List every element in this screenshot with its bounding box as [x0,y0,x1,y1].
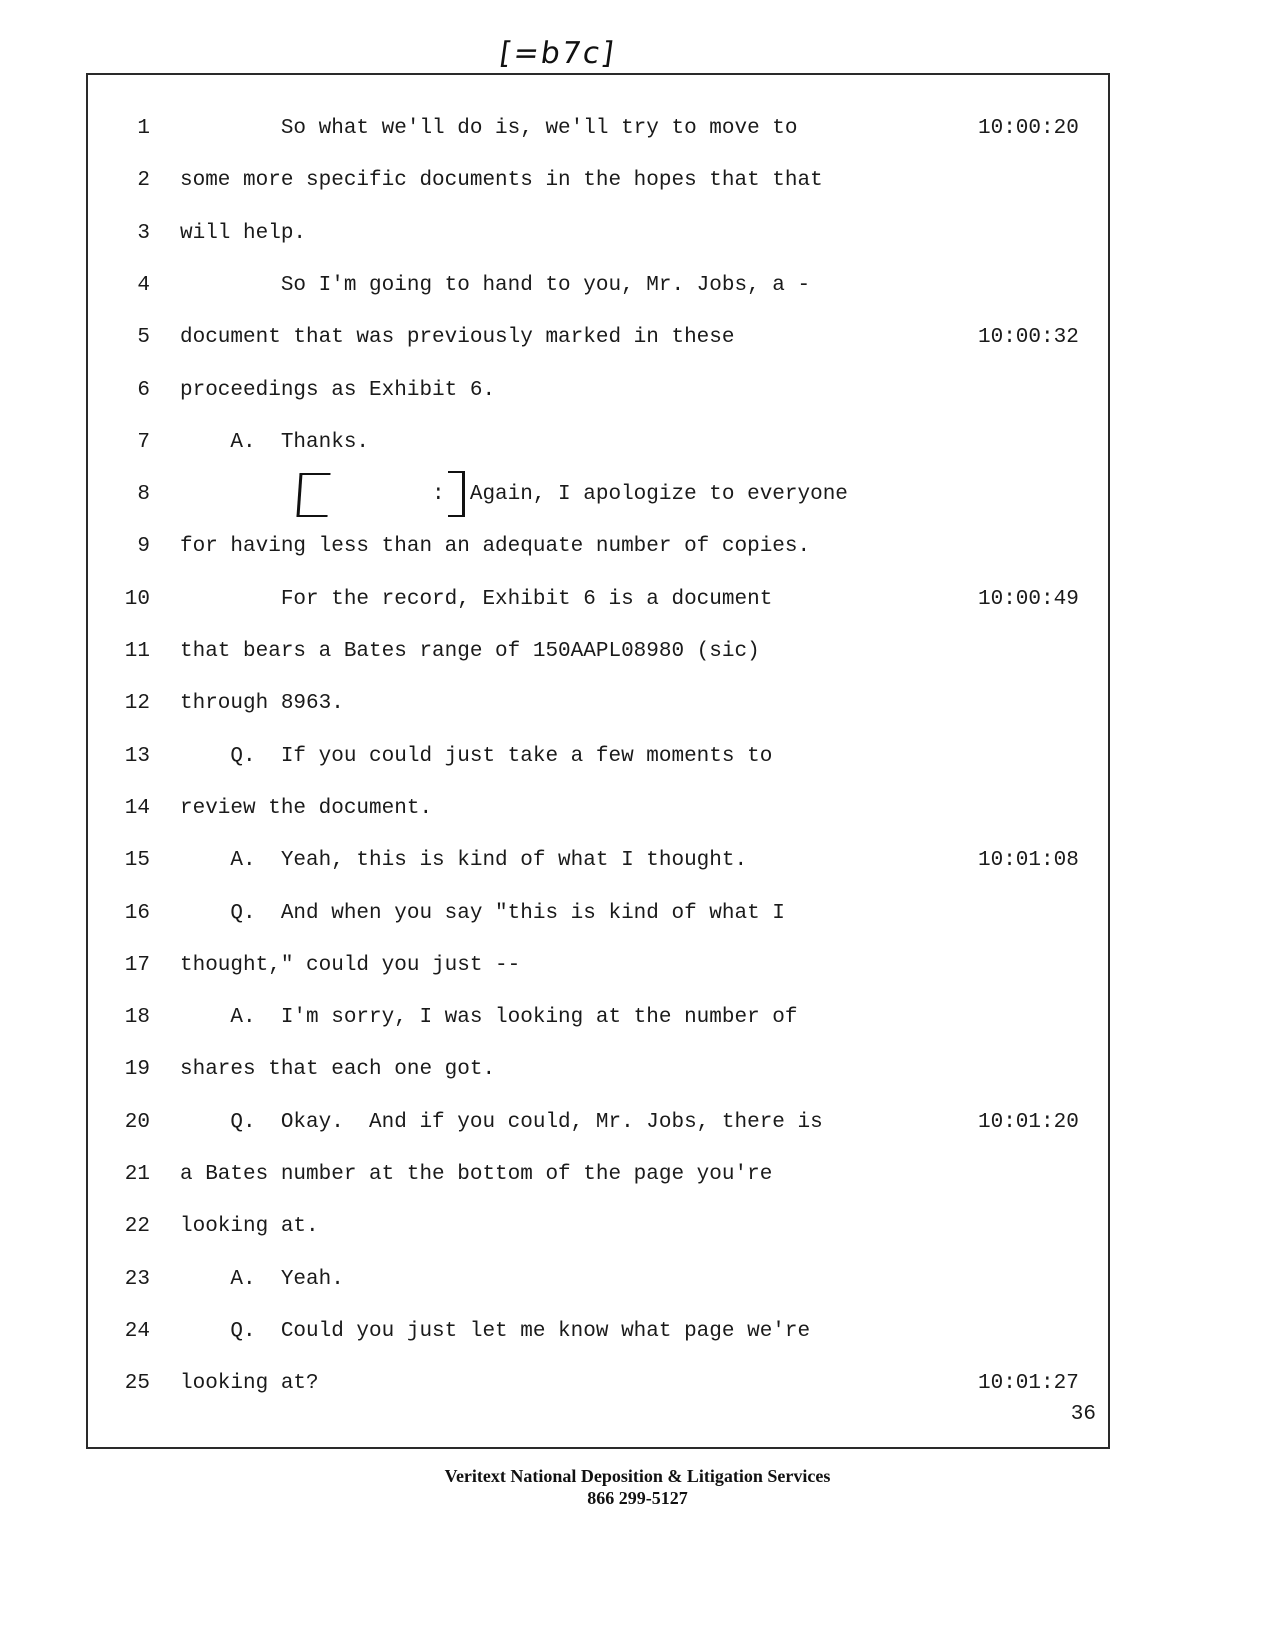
line-number: 7 [137,430,150,454]
transcript-line [88,632,1108,672]
line-number: 14 [124,796,150,820]
line-text: Q. If you could just take a few moments to [180,744,773,768]
line-text: A. Yeah, this is kind of what I thought. [180,849,748,873]
redaction-bracket-right [448,471,465,517]
page-number: 36 [1070,1403,1096,1426]
line-number: 16 [124,901,150,925]
line-timestamp: 10:01:08 [978,849,1079,873]
line-text: For the record, Exhibit 6 is a document [180,587,773,611]
line-timestamp: 10:00:20 [978,117,1079,140]
transcript-line [88,161,1108,201]
line-number: 24 [124,1319,150,1343]
line-text: a Bates number at the bottom of the page you're [180,1163,773,1186]
line-text: A. I'm sorry, I was looking at the number of [180,1006,798,1030]
transcript-line [88,1155,1108,1195]
line-text: through 8963. [180,692,344,716]
transcript-line [88,1364,1108,1404]
line-text: review the document. [180,796,433,820]
line-number: 22 [124,1215,150,1239]
line-text: Q. Could you just let me know what page we're [180,1319,811,1343]
line-text: A. Yeah. [180,1267,344,1291]
transcript-line [88,475,1108,515]
transcript-line [88,109,1108,149]
line-number: 20 [124,1110,150,1134]
transcript-line [88,737,1108,777]
line-number: 13 [124,744,150,768]
line-text: some more specific documents in the hopes that that [180,169,823,193]
line-text: document that was previously marked in these [180,326,735,350]
footer-phone: 866 299-5127 [587,1488,688,1508]
transcript-frame [86,73,1110,1449]
line-timestamp: 10:00:49 [978,587,1079,611]
transcript-line [88,894,1108,934]
line-text: So I'm going to hand to you, Mr. Jobs, a - [180,273,811,297]
line-number: 6 [137,378,150,402]
transcript-line [88,1103,1108,1143]
line-number: 8 [137,483,150,507]
line-text: : Again, I apologize to everyone [180,483,848,507]
transcript-line [88,841,1108,881]
line-number: 25 [124,1372,150,1396]
line-number: 2 [137,169,150,193]
line-text: proceedings as Exhibit 6. [180,378,496,402]
transcript-line [88,371,1108,411]
line-text: looking at? [180,1372,319,1396]
line-text: shares that each one got. [180,1058,496,1082]
transcript-line [88,423,1108,463]
line-text: Q. Okay. And if you could, Mr. Jobs, there is [180,1110,823,1134]
line-number: 3 [137,221,150,245]
transcript-line [88,1312,1108,1352]
line-text: that bears a Bates range of 150AAPL08980 (sic) [180,640,760,663]
line-number: 17 [124,953,150,977]
transcript-line [88,318,1108,358]
line-number: 21 [124,1163,150,1186]
transcript-line [88,266,1108,306]
line-text: thought," could you just -- [180,953,521,977]
line-text: for having less than an adequate number of copies. [180,535,811,559]
line-timestamp: 10:01:20 [978,1110,1079,1134]
transcript-line [88,1050,1108,1090]
line-number: 1 [137,117,150,140]
line-number: 9 [137,535,150,559]
transcript-line [88,946,1108,986]
transcript-line [88,998,1108,1038]
transcript-line [88,527,1108,567]
line-number: 19 [124,1058,150,1082]
line-number: 12 [124,692,150,716]
line-text: will help. [180,221,307,245]
transcript-line [88,580,1108,620]
line-timestamp: 10:00:32 [978,326,1079,350]
line-timestamp: 10:01:27 [978,1372,1079,1396]
line-number: 18 [124,1006,150,1030]
line-text: So what we'll do is, we'll try to move to [180,117,798,140]
line-text: Q. And when you say "this is kind of what I [180,901,785,925]
line-number: 23 [124,1267,150,1291]
transcript-line [88,684,1108,724]
line-number: 5 [137,326,150,350]
redaction-bracket-left [296,473,330,517]
page-handwritten-mark: [=b7c] [497,36,618,71]
line-number: 11 [124,640,150,663]
transcript-line [88,214,1108,254]
transcript-line [88,789,1108,829]
line-number: 10 [124,587,150,611]
line-text: looking at. [180,1215,319,1239]
footer-company: Veritext National Deposition & Litigation Services [444,1466,831,1486]
line-number: 4 [137,273,150,297]
transcript-line [88,1260,1108,1300]
line-number: 15 [124,849,150,873]
line-text: A. Thanks. [180,430,370,454]
footer [0,1465,1275,1509]
transcript-line [88,1207,1108,1247]
